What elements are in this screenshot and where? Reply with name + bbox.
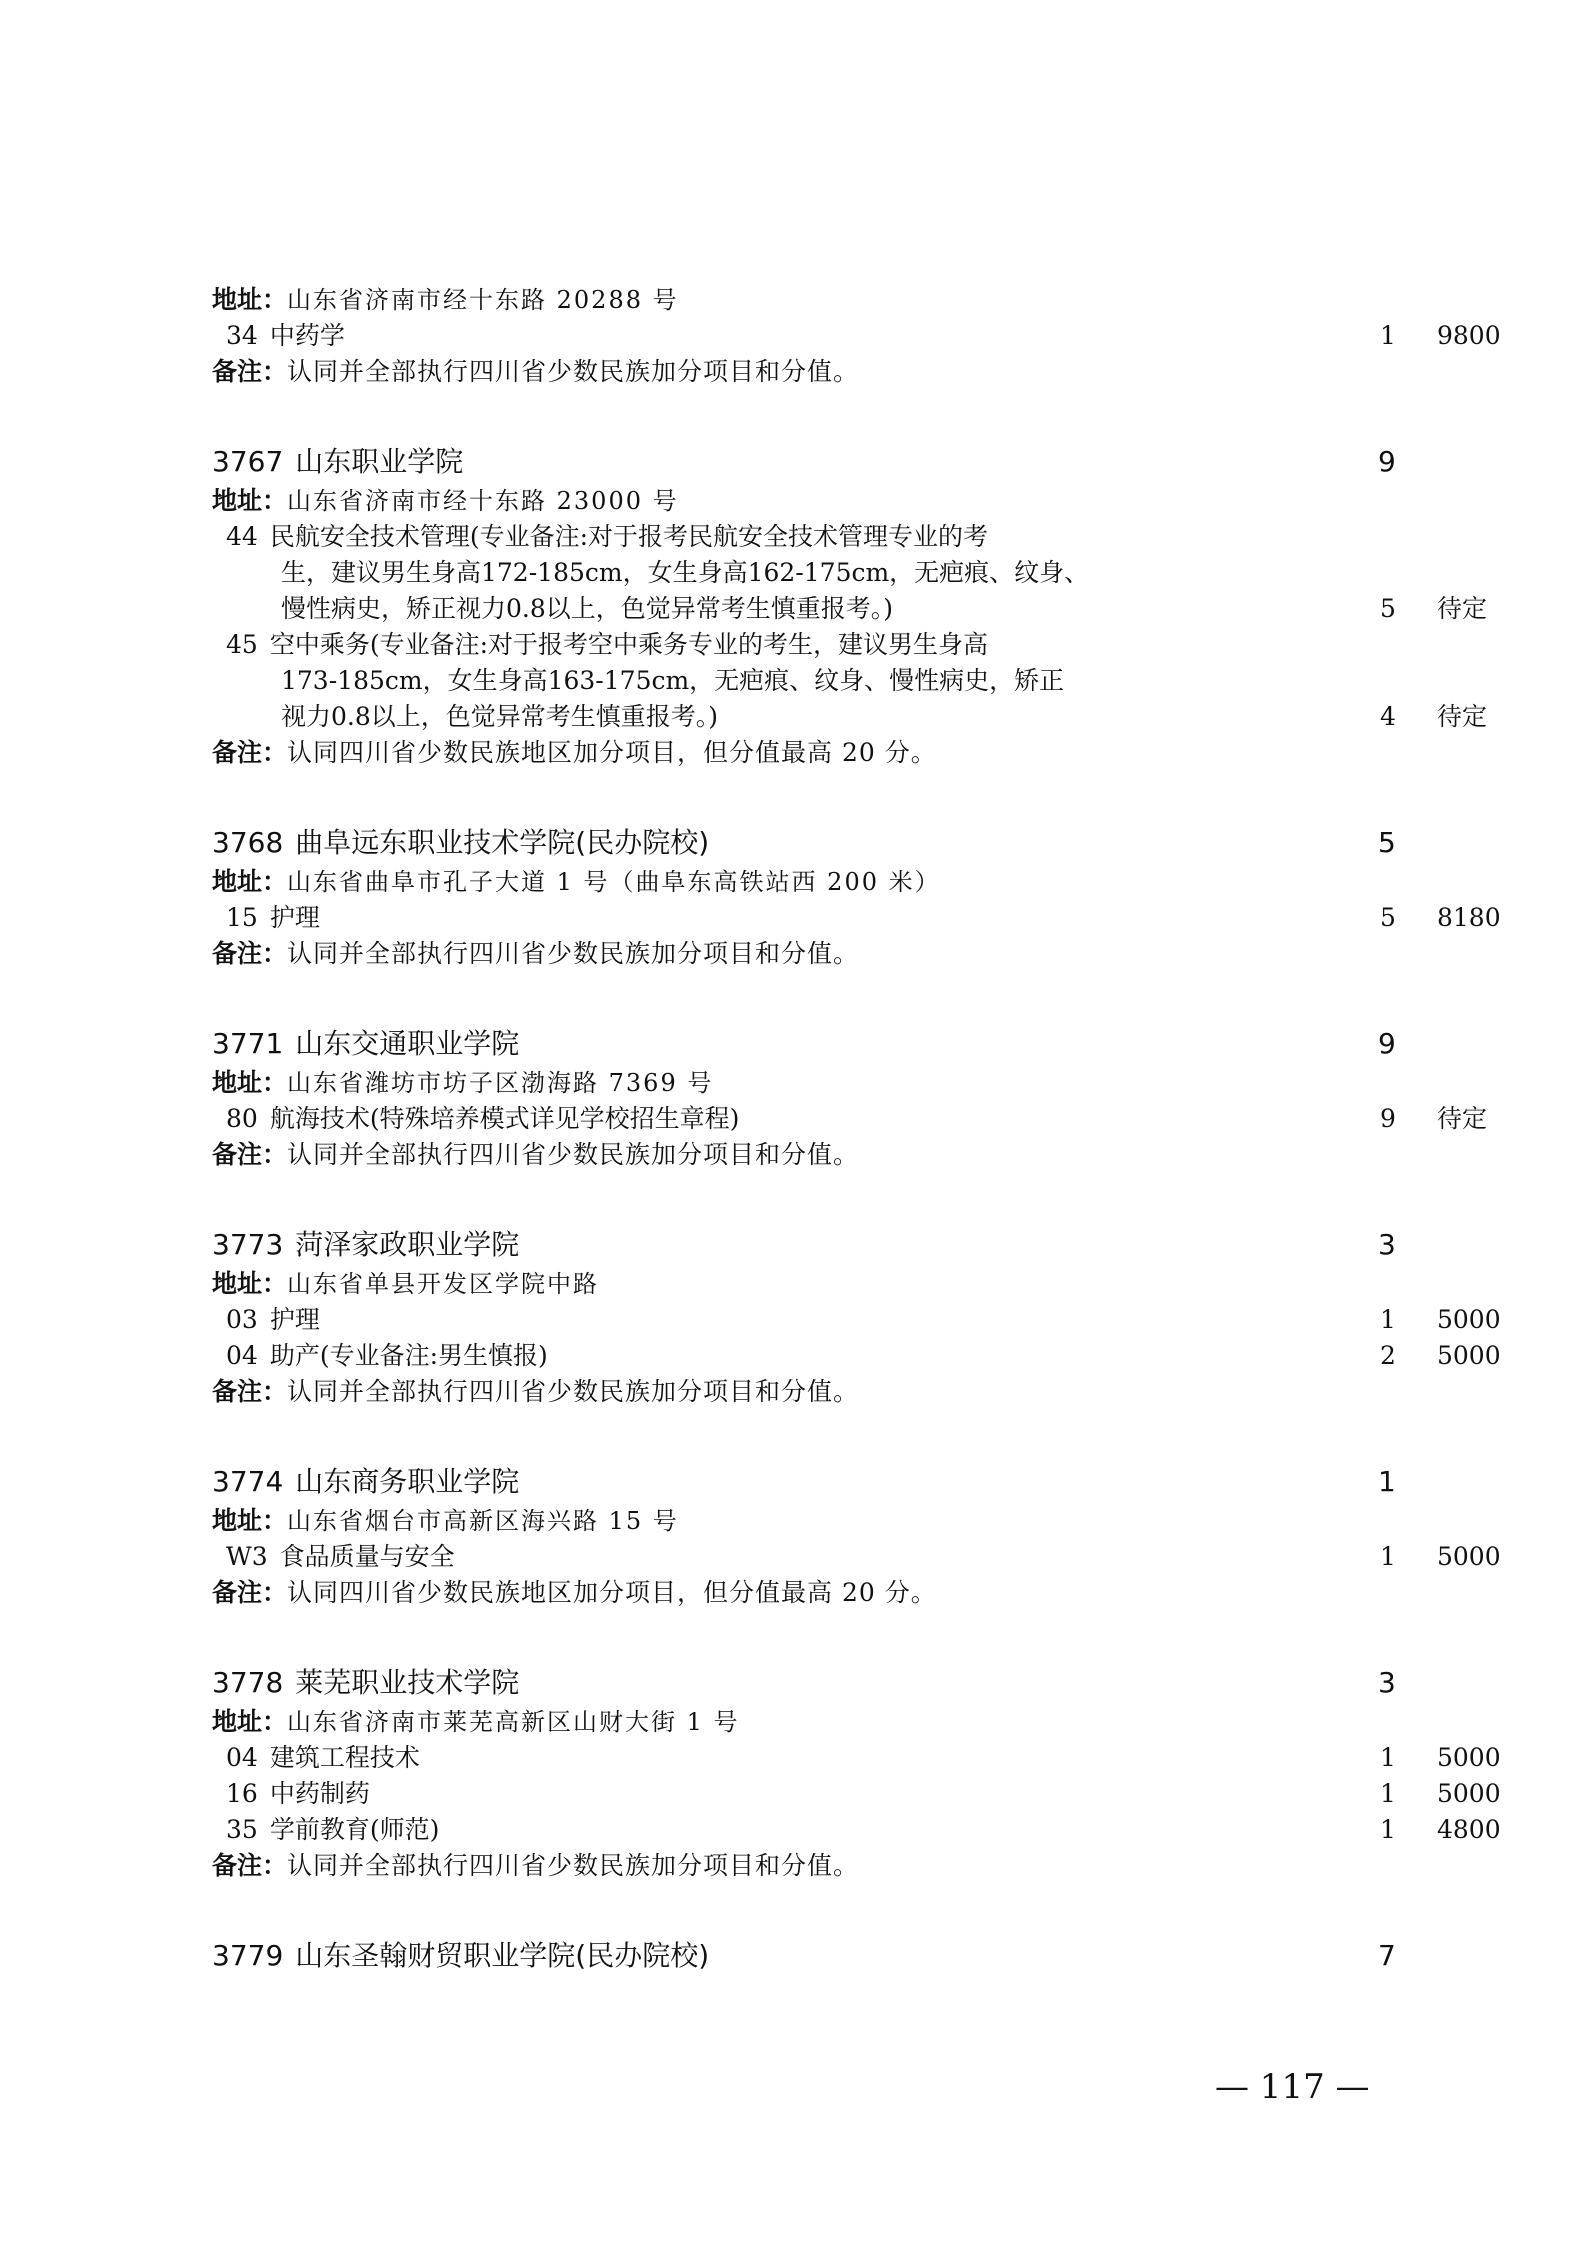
school-note <box>212 936 1312 972</box>
major-plan-count: 1 <box>1380 1743 1396 1772</box>
major-plan-count: 1 <box>1380 1305 1396 1334</box>
note-text: 认同并全部执行四川省少数民族加分项目和分值。 <box>287 1377 860 1406</box>
school-note <box>212 1575 1312 1611</box>
school-code: 3767 <box>212 445 284 478</box>
major-row <box>212 900 1501 936</box>
major-code: 04 <box>226 1743 258 1772</box>
note-text: 认同四川省少数民族地区加分项目，但分值最高 20 分。 <box>287 738 937 767</box>
school-address <box>212 1266 1312 1302</box>
note-label: 备注： <box>212 1140 288 1169</box>
major-code: 44 <box>226 522 258 551</box>
school-address <box>212 864 1312 900</box>
school-code: 3771 <box>212 1027 284 1060</box>
major-name-continuation <box>212 699 1488 735</box>
major-name: 食品质量与安全 <box>279 1542 455 1571</box>
address-label: 地址： <box>212 285 288 314</box>
major-plan-count: 1 <box>1380 1542 1396 1571</box>
major-tuition: 待定 <box>1437 702 1488 731</box>
major-plan-count: 4 <box>1380 702 1396 731</box>
address-text: 山东省烟台市高新区海兴路 15 号 <box>287 1507 679 1535</box>
note-label: 备注： <box>212 738 288 767</box>
address-label: 地址： <box>212 867 288 896</box>
major-name: 护理 <box>269 903 320 932</box>
major-row <box>212 1812 1501 1848</box>
major-name-continuation <box>212 591 1488 627</box>
address-label: 地址： <box>212 1068 288 1097</box>
major-row <box>212 318 1501 354</box>
school-plan-count: 7 <box>1378 1939 1396 1972</box>
major-tuition: 待定 <box>1437 1104 1488 1133</box>
note-text: 认同并全部执行四川省少数民族加分项目和分值。 <box>287 1140 860 1169</box>
school-note <box>212 1374 1312 1410</box>
major-plan-count: 1 <box>1380 1779 1396 1808</box>
major-tuition: 5000 <box>1437 1743 1501 1772</box>
note-text: 认同四川省少数民族地区加分项目，但分值最高 20 分。 <box>287 1578 937 1607</box>
major-name: 中药制药 <box>269 1779 370 1808</box>
major-plan-count: 9 <box>1380 1104 1396 1133</box>
major-tuition: 4800 <box>1437 1815 1501 1844</box>
major-row <box>212 1539 1501 1575</box>
major-name-line: 生，建议男生身高172-185cm，女生身高162-175cm，无疤痕、纹身、 <box>281 558 1090 587</box>
school-address <box>212 483 1312 519</box>
major-row <box>212 1740 1501 1776</box>
school-header <box>212 1462 1396 1502</box>
note-text: 认同并全部执行四川省少数民族加分项目和分值。 <box>287 357 860 386</box>
school-name: 菏泽家政职业学院 <box>295 1228 520 1261</box>
major-name: 中药学 <box>269 321 345 350</box>
school-address <box>212 1503 1312 1539</box>
major-tuition: 8180 <box>1437 903 1501 932</box>
major-name-line: 视力0.8以上，色觉异常考生慎重报考。) <box>281 702 719 731</box>
major-code: 03 <box>226 1305 258 1334</box>
major-row <box>212 1338 1501 1374</box>
school-note <box>212 354 1312 390</box>
address-label: 地址： <box>212 1707 288 1736</box>
major-name: 民航安全技术管理(专业备注:对于报考民航安全技术管理专业的考 <box>269 522 988 551</box>
address-text: 山东省济南市经十东路 23000 号 <box>287 487 679 515</box>
note-label: 备注： <box>212 1578 288 1607</box>
address-text: 山东省曲阜市孔子大道 1 号（曲阜东高铁站西 200 米） <box>287 868 941 896</box>
school-name: 山东圣翰财贸职业学院(民办院校) <box>295 1939 710 1972</box>
school-name: 山东商务职业学院 <box>295 1465 520 1498</box>
school-plan-count: 9 <box>1378 445 1396 478</box>
major-row <box>212 519 1326 555</box>
school-plan-count: 3 <box>1378 1666 1396 1699</box>
major-name: 学前教育(师范) <box>269 1815 440 1844</box>
school-name: 莱芜职业技术学院 <box>295 1666 520 1699</box>
major-row <box>212 1776 1501 1812</box>
major-plan-count: 1 <box>1380 1815 1396 1844</box>
school-plan-count: 1 <box>1378 1465 1396 1498</box>
school-code: 3779 <box>212 1939 284 1972</box>
major-tuition: 5000 <box>1437 1542 1501 1571</box>
major-code: 34 <box>226 321 258 350</box>
major-code: 35 <box>226 1815 258 1844</box>
school-address <box>212 1065 1312 1101</box>
address-text: 山东省济南市莱芜高新区山财大街 1 号 <box>287 1708 740 1736</box>
major-code: 45 <box>226 630 258 659</box>
address-text: 山东省单县开发区学院中路 <box>287 1270 600 1298</box>
school-note <box>212 1848 1312 1884</box>
school-name: 山东职业学院 <box>295 445 464 478</box>
school-header <box>212 1024 1396 1064</box>
major-name: 航海技术(特殊培养模式详见学校招生章程) <box>269 1104 740 1133</box>
school-plan-count: 9 <box>1378 1027 1396 1060</box>
school-code: 3768 <box>212 826 284 859</box>
note-label: 备注： <box>212 1851 288 1880</box>
major-plan-count: 5 <box>1380 594 1396 623</box>
address-text: 山东省潍坊市坊子区渤海路 7369 号 <box>287 1069 714 1097</box>
major-code: W3 <box>226 1542 268 1571</box>
major-name-line: 慢性病史，矫正视力0.8以上，色觉异常考生慎重报考。) <box>281 594 894 623</box>
address-label: 地址： <box>212 1269 288 1298</box>
note-label: 备注： <box>212 1377 288 1406</box>
major-code: 04 <box>226 1341 258 1370</box>
major-name-continuation <box>212 555 1326 591</box>
major-plan-count: 2 <box>1380 1341 1396 1370</box>
school-code: 3774 <box>212 1465 284 1498</box>
major-row <box>212 627 1326 663</box>
school-address <box>212 282 1312 318</box>
note-text: 认同并全部执行四川省少数民族加分项目和分值。 <box>287 939 860 968</box>
school-note <box>212 1137 1312 1173</box>
school-header <box>212 1225 1396 1265</box>
major-code: 16 <box>226 1779 258 1808</box>
major-tuition: 5000 <box>1437 1341 1501 1370</box>
major-tuition: 待定 <box>1437 594 1488 623</box>
address-text: 山东省济南市经十东路 20288 号 <box>287 286 679 314</box>
address-label: 地址： <box>212 486 288 515</box>
school-plan-count: 5 <box>1378 826 1396 859</box>
major-name: 助产(专业备注:男生慎报) <box>269 1341 548 1370</box>
major-code: 15 <box>226 903 258 932</box>
school-address <box>212 1704 1312 1740</box>
school-header <box>212 823 1396 863</box>
note-label: 备注： <box>212 357 288 386</box>
major-tuition: 5000 <box>1437 1779 1501 1808</box>
school-header <box>212 1663 1396 1703</box>
major-code: 80 <box>226 1104 258 1133</box>
major-name-continuation <box>212 663 1326 699</box>
school-header <box>212 442 1396 482</box>
major-name: 建筑工程技术 <box>269 1743 420 1772</box>
major-row <box>212 1101 1488 1137</box>
school-note <box>212 735 1312 771</box>
school-plan-count: 3 <box>1378 1228 1396 1261</box>
school-header <box>212 1936 1396 1976</box>
note-text: 认同并全部执行四川省少数民族加分项目和分值。 <box>287 1851 860 1880</box>
school-name: 曲阜远东职业技术学院(民办院校) <box>295 826 710 859</box>
school-name: 山东交通职业学院 <box>295 1027 520 1060</box>
major-row <box>212 1302 1501 1338</box>
school-code: 3773 <box>212 1228 284 1261</box>
major-plan-count: 1 <box>1380 321 1396 350</box>
address-label: 地址： <box>212 1506 288 1535</box>
school-code: 3778 <box>212 1666 284 1699</box>
major-tuition: 5000 <box>1437 1305 1501 1334</box>
major-name: 空中乘务(专业备注:对于报考空中乘务专业的考生，建议男生身高 <box>269 630 988 659</box>
major-name-line: 173-185cm，女生身高163-175cm，无疤痕、纹身、慢性病史，矫正 <box>281 666 1065 695</box>
page-number: — 117 — <box>1215 2067 1370 2107</box>
major-plan-count: 5 <box>1380 903 1396 932</box>
note-label: 备注： <box>212 939 288 968</box>
major-tuition: 9800 <box>1437 321 1501 350</box>
major-name: 护理 <box>269 1305 320 1334</box>
